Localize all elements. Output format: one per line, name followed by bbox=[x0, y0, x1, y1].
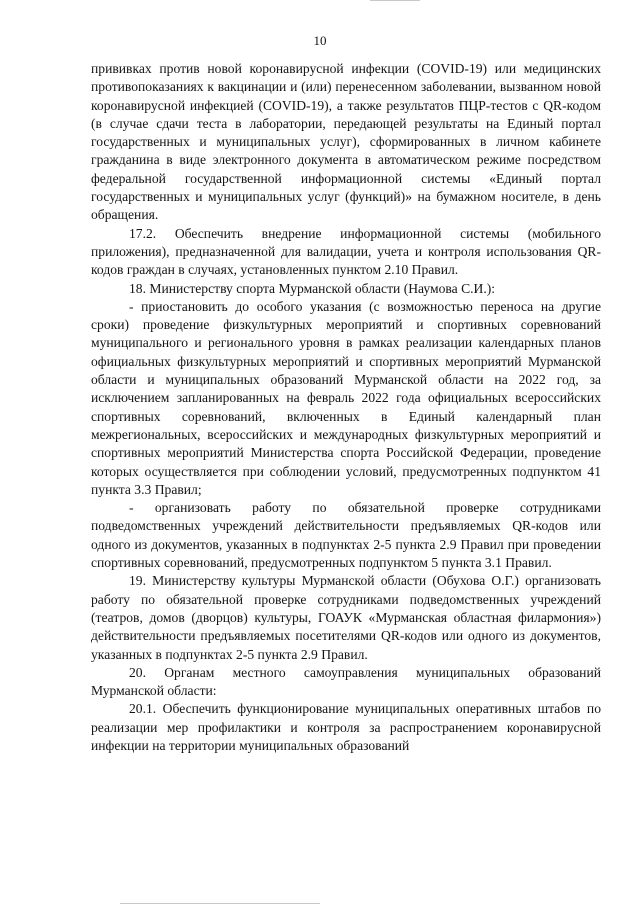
paragraph-20: 20. Органам местного самоуправления муниципальных образований Мурманской области: bbox=[91, 664, 601, 699]
paragraph-18: 18. Министерству спорта Мурманской области (Наумова С.И.): bbox=[129, 280, 496, 296]
scan-edge-mark-top bbox=[370, 0, 420, 1]
document-body bbox=[91, 60, 601, 755]
scan-edge-mark-bottom bbox=[120, 903, 320, 904]
paragraph-18-item-2: - организовать работу по обязательной проверке сотрудниками подведомственных учреждений действительности предъявляемых QR-кодов или одного из документов, указанных в подпунктах 2-5 пункта 2.9 Правил при проведении спортивных соревнований, предусмотренных подпунктом 5 пункта 3.1 Правил. bbox=[91, 500, 601, 571]
paragraph-continuation: прививках против новой коронавирусной инфекции (COVID-19) или медицинских противопоказаниях к вакцинации и (или) перенесенном заболевании, вызванном новой коронавирусной инфекцией (COVID-19), а также результатов ПЦР-тестов с QR-кодом (в случае сдачи теста в лаборатории, передающей результаты на Единый портал государственных и муниципальных услуг), сформированных в личном кабинете гражданина в виде электронного документа в автоматическом режиме посредством федеральной государственной информационной системы «Единый портал государственных и муниципальных услуг (функций)» на бумажном носителе, в день обращения. bbox=[91, 61, 601, 223]
paragraph-20-1: 20.1. Обеспечить функционирование муниципальных оперативных штабов по реализации мер профилактики и контроля за распространением коронавирусной инфекции на территории муниципальных образований bbox=[91, 701, 601, 753]
paragraph-17-2: 17.2. Обеспечить внедрение информационной системы (мобильного приложения), предназначенной для валидации, учета и контроля использования QR-кодов граждан в случаях, установленных пунктом 2.10 Правил. bbox=[91, 225, 601, 278]
page-number: 10 bbox=[313, 33, 327, 48]
paragraph-18-item-1: - приостановить до особого указания (с возможностью переноса на другие сроки) проведение физкультурных мероприятий и спортивных соревнований муниципального и регионального уровня в рамках реализации календарных планов официальных физкультурных мероприятий и спортивных мероприятий Мурманской области и муниципальных образований Мурманской области на 2022 год, за исключением запланированных на февраль 2022 года официальных всероссийских спортивных соревнований, включенных в Единый календарный план межрегиональных, всероссийских и международных физкультурных мероприятий и спортивных мероприятий Министерства спорта Российской Федерации, проведение которых осуществляется при соблюдении условий, предусмотренных подпунктом 41 пункта 3.3 Правил; bbox=[91, 298, 601, 497]
paragraph-19: 19. Министерству культуры Мурманской области (Обухова О.Г.) организовать работу по обязательной проверке сотрудниками подведомственных учреждений (театров, домов (дворцов) культуры, ГОАУК «Мурманская областная филармония») действительности предъявляемых посетителями QR-кодов или одного из документов, указанных в подпунктах 2-5 пункта 2.9 Правил. bbox=[91, 573, 601, 662]
